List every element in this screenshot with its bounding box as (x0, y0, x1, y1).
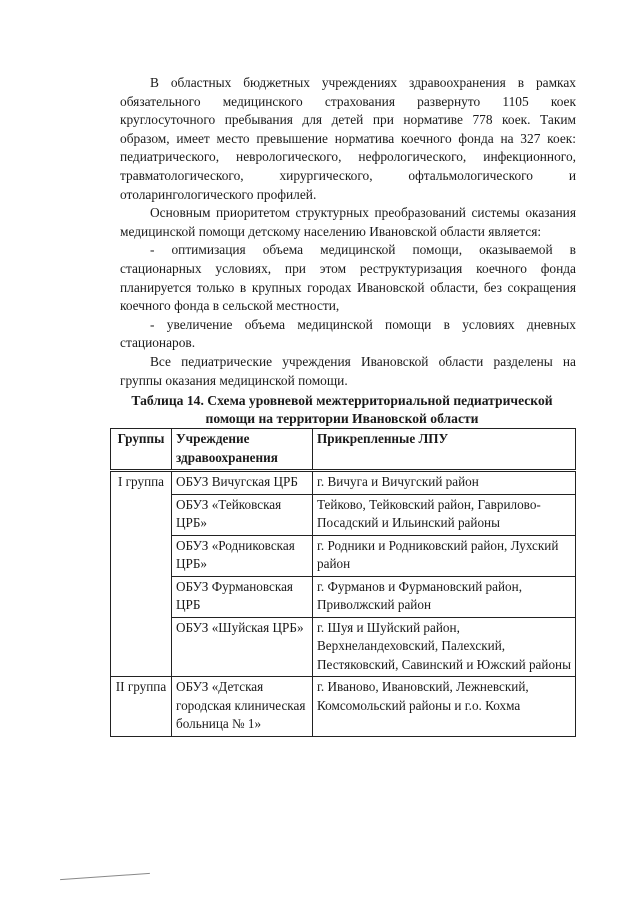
attached-cell: г. Фурманов и Фурмановский район, Приволжский район (313, 576, 576, 617)
group-label: II группа (111, 677, 172, 737)
table-caption: Таблица 14. Схема уровневой межтерриториальной педиатрической помощи на территории Ивановской области (131, 393, 553, 426)
institution-cell: ОБУЗ «Родниковская ЦРБ» (172, 535, 313, 576)
institution-cell: ОБУЗ «Тейковская ЦРБ» (172, 494, 313, 535)
attached-cell: г. Иваново, Ивановский, Лежневский, Комсомольский районы и г.о. Кохма (313, 677, 576, 737)
footer-scribble-line (60, 873, 150, 880)
table-row (111, 471, 576, 495)
institution-cell: ОБУЗ «Детская городская клиническая больница № 1» (172, 677, 313, 737)
paragraph-priority: Основным приоритетом структурных преобразований системы оказания медицинской помощи детскому населению Ивановской области является: (120, 205, 576, 239)
header-institution: Учреждение здравоохранения (172, 429, 313, 471)
attached-cell: г. Вичуга и Вичугский район (313, 471, 576, 495)
table-row (111, 617, 576, 677)
attached-cell: г. Шуя и Шуйский район, Верхнеландеховский, Палехский, Пестяковский, Савинский и Южский районы (313, 617, 576, 677)
table-row (111, 576, 576, 617)
table-row (111, 677, 576, 737)
group-label: I группа (111, 471, 172, 677)
pediatric-care-table (110, 428, 576, 737)
table-row (111, 494, 576, 535)
institution-cell: ОБУЗ «Шуйская ЦРБ» (172, 617, 313, 677)
table-row (111, 535, 576, 576)
institution-cell: ОБУЗ Фурмановская ЦРБ (172, 576, 313, 617)
institution-cell: ОБУЗ Вичугская ЦРБ (172, 471, 313, 495)
table-header-row (111, 429, 576, 471)
bullet-optimization: - оптимизация объема медицинской помощи, оказываемой в стационарных условиях, при этом реструктуризация коечного фонда планируется только в крупных городах Ивановской области, без сокращения коечного фонда в сельской местности, (120, 242, 576, 314)
header-groups: Группы (111, 429, 172, 471)
paragraph-beds: В областных бюджетных учреждениях здравоохранения в рамках обязательного медицинского страхования развернуто 1105 коек круглосуточного пребывания для детей при нормативе 778 коек. Таким образом, имеет место превышение норматива коечного фонда на 327 коек: педиатрического, неврологического, нефрологического, инфекционного, травматологического, хирургического, офтальмологического и отоларингологического профилей. (120, 75, 576, 202)
body-text (120, 74, 576, 390)
bullet-day-hospitals: - увеличение объема медицинской помощи в условиях дневных стационаров. (120, 316, 576, 351)
attached-cell: Тейково, Тейковский район, Гаврилово-Посадский и Ильинский районы (313, 494, 576, 535)
paragraph-groups: Все педиатрические учреждения Ивановской области разделены на группы оказания медицинской помощи. (120, 353, 576, 388)
header-attached: Прикрепленные ЛПУ (313, 429, 576, 471)
attached-cell: г. Родники и Родниковский район, Лухский район (313, 535, 576, 576)
